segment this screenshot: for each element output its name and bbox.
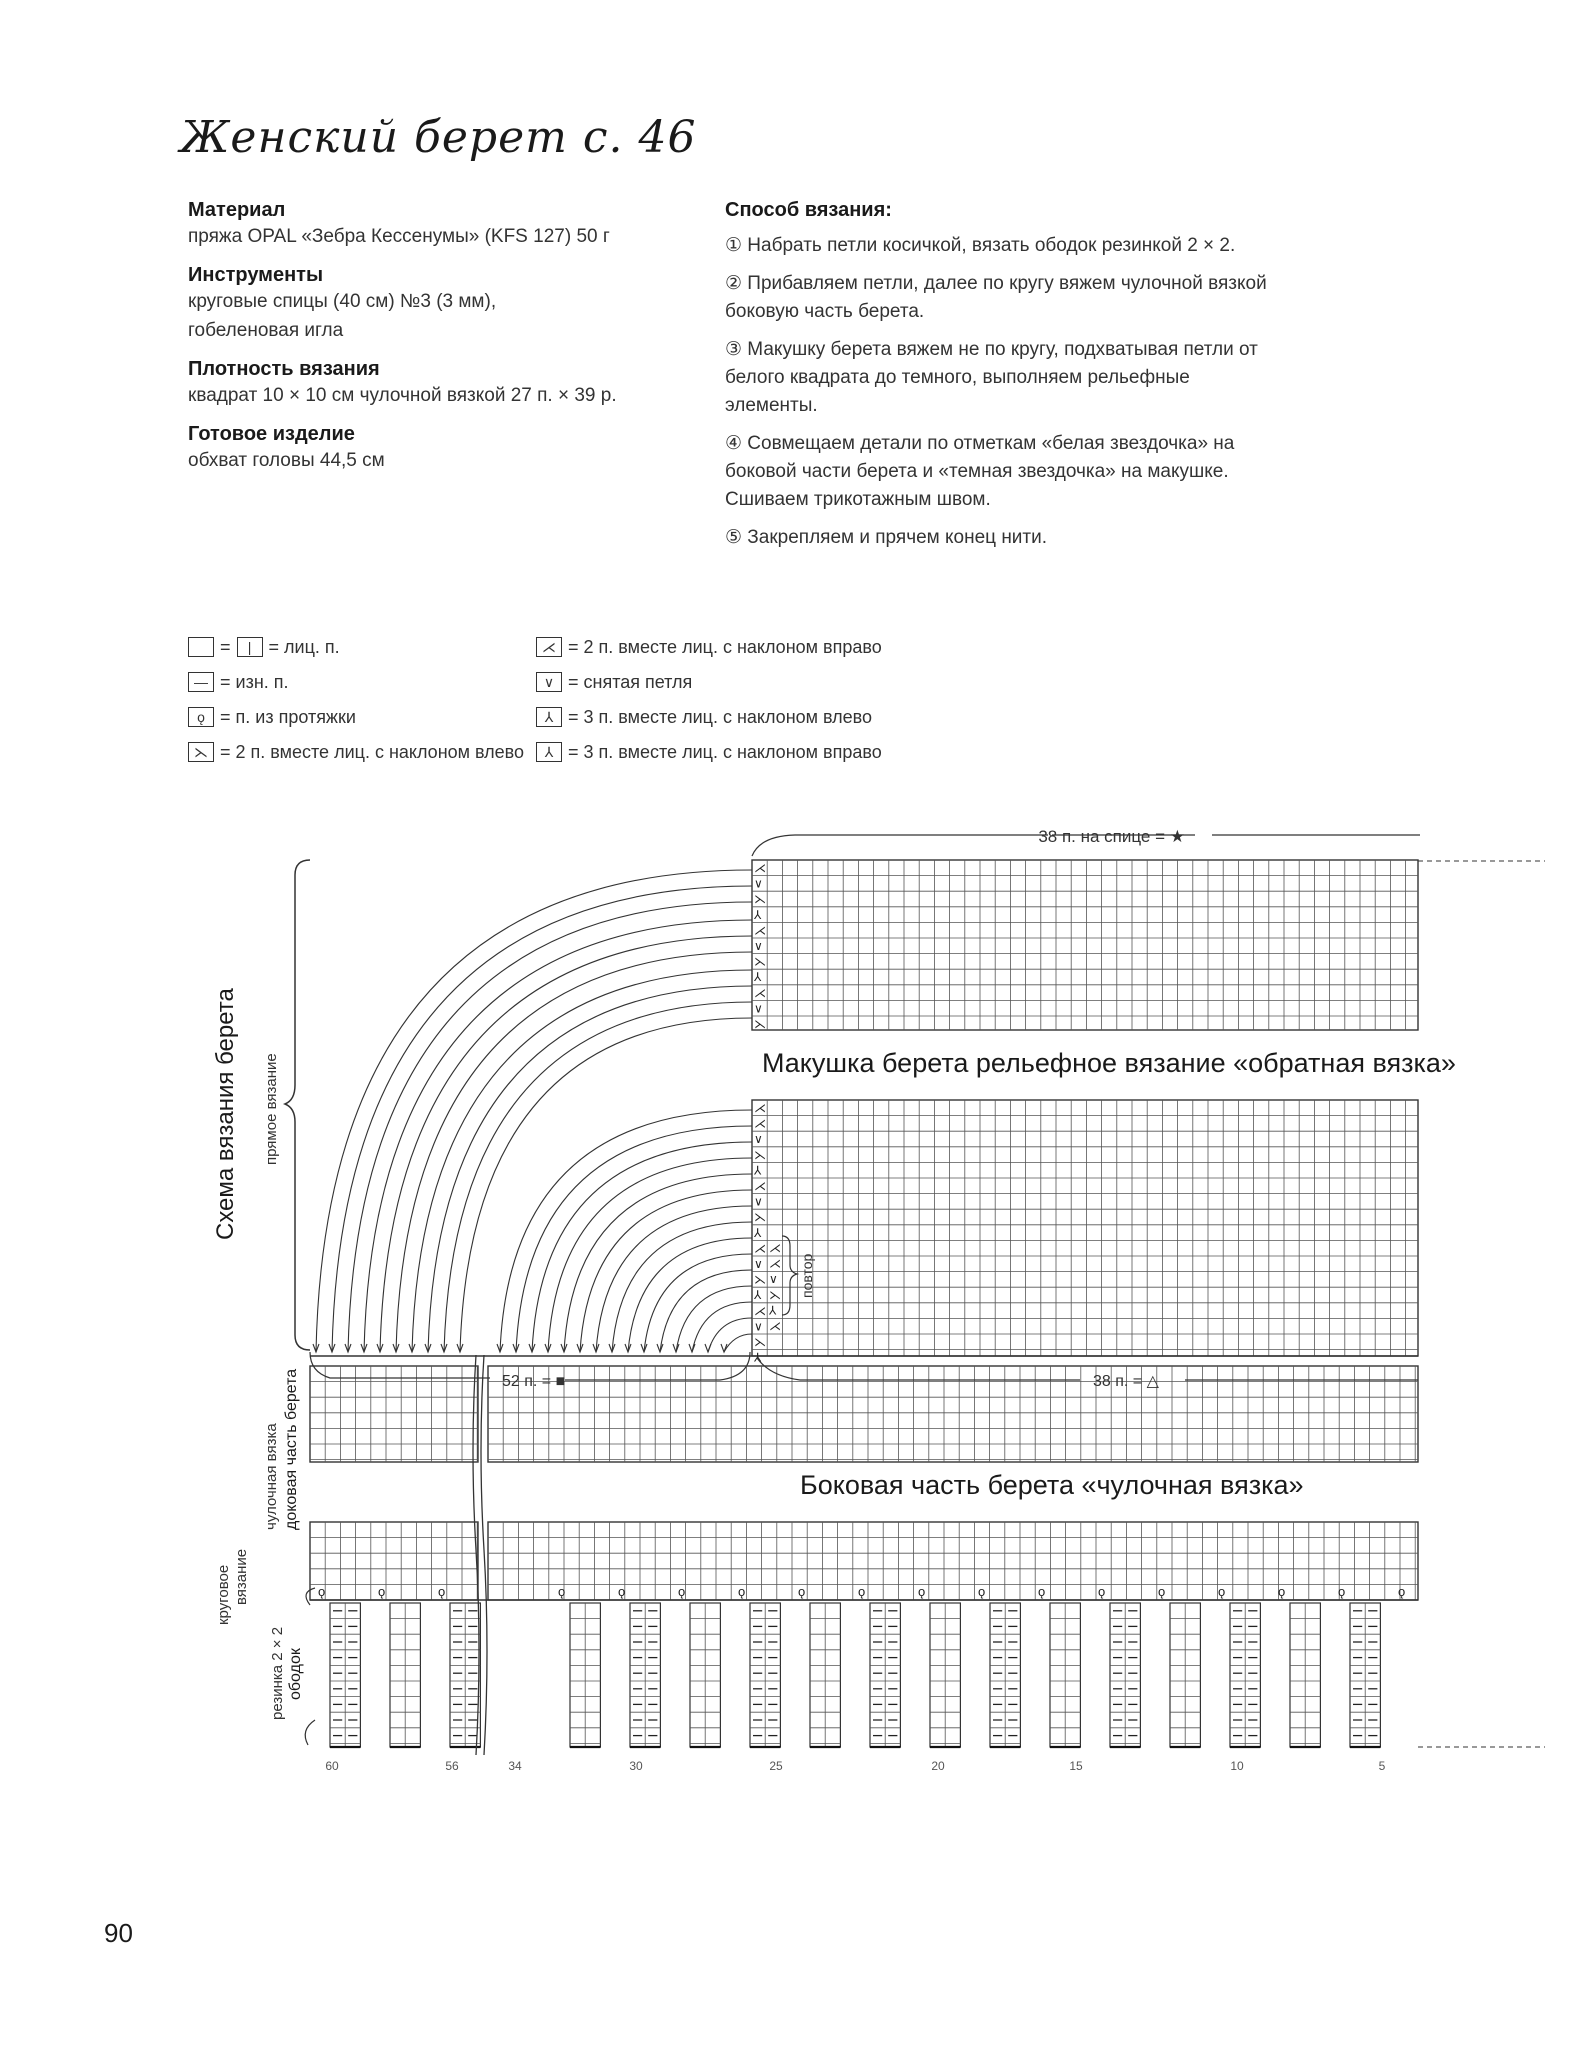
- band-label: ободок: [287, 1648, 304, 1700]
- density-text: квадрат 10 × 10 см чулочной вязкой 27 п. × 39 р.: [188, 385, 617, 406]
- decrease-symbol: ⋌: [754, 861, 766, 875]
- decrease-symbol: ⋌: [754, 1179, 766, 1193]
- top-count-label: 38 п. на спице = ★: [1038, 827, 1185, 846]
- decrease-symbol: ∨: [754, 1194, 763, 1209]
- decrease-symbol: ⋋: [754, 1335, 766, 1349]
- connecting-arc: [460, 1018, 752, 1352]
- page-title: Женский берет с. 46: [180, 112, 697, 163]
- rib-label: резинка 2 × 2: [269, 1626, 286, 1720]
- count-52-label: 52 п. = ■: [502, 1373, 566, 1390]
- step-2: ② Прибавляем петли, далее по кругу вяжем чулочной вязкой боковую часть берета.: [725, 273, 1267, 322]
- decrease-symbol: ⅄: [754, 1350, 762, 1365]
- x-tick-label: 25: [769, 1759, 783, 1773]
- rib-band: [310, 1584, 1418, 1747]
- x-tick-label: 20: [931, 1759, 945, 1773]
- chart-texts: [212, 827, 1456, 1720]
- crown-upper-grid: [752, 860, 1418, 1030]
- side-upper-left-grid: [310, 1366, 478, 1462]
- decrease-symbol: ∨: [754, 1001, 763, 1016]
- legend-k3tog-left: ⅄ = 3 п. вместе лиц. с наклоном влево: [536, 704, 872, 730]
- round-knitting-label-2: вязание: [233, 1548, 250, 1605]
- legend-k2tog-left: ⋋ = 2 п. вместе лиц. с наклоном влево: [188, 739, 524, 765]
- decrease-symbol: ⋋: [754, 892, 766, 907]
- x-tick-label: 15: [1069, 1759, 1083, 1773]
- decrease-symbol: ⅄: [754, 970, 762, 985]
- step-3: ③ Макушку берета вяжем не по кругу, подхватывая петли от белого квадрата до темного, выполняем рельефные элементы.: [725, 339, 1258, 416]
- legend-knit: = | = лиц. п.: [188, 634, 340, 660]
- x-tick-label: 5: [1378, 1759, 1386, 1773]
- decrease-symbol: ∨: [754, 876, 763, 891]
- make1-mark: ǫ: [438, 1584, 446, 1599]
- decrease-symbol: ⋋: [754, 954, 766, 969]
- x-tick-label: 60: [325, 1759, 339, 1773]
- step-4: ④ Совмещаем детали по отметкам «белая звездочка» на боковой части берета и «темная звездочка» на макушке. Сшиваем трикотажным швом.: [725, 433, 1235, 510]
- decrease-symbol: ⋌: [754, 1303, 766, 1318]
- repeat-label: повтор: [799, 1253, 815, 1298]
- crown-upper-grid-frame: [752, 860, 1418, 1030]
- make1-mark: ǫ: [1398, 1584, 1406, 1599]
- side-part-label: доковая часть берета: [283, 1368, 300, 1530]
- tools-text-1: круговые спицы (40 см) №3 (3 мм),: [188, 291, 497, 312]
- make1-mark: ǫ: [858, 1584, 866, 1599]
- decrease-symbol: ⋌: [754, 1116, 766, 1131]
- decrease-symbol: ⋋: [754, 1210, 766, 1225]
- connecting-arc: [660, 1270, 752, 1352]
- chart-arcs: [313, 870, 752, 1352]
- knit-symbol-icon: |: [237, 637, 263, 657]
- x-axis-ticks: [325, 1759, 1385, 1773]
- x-tick-label: 34: [508, 1759, 522, 1773]
- tools-text-2: гобеленовая игла: [188, 320, 344, 341]
- step-5: ⑤ Закрепляем и прячем конец нити.: [725, 527, 1048, 548]
- arc-arrowhead: [673, 1344, 679, 1352]
- decrease-symbol: ⅄: [754, 907, 762, 922]
- decrease-symbol: ∨: [754, 939, 763, 953]
- decrease-symbol: ⋋: [769, 1287, 781, 1302]
- connecting-arc: [564, 1174, 752, 1352]
- decrease-symbol: ⋌: [754, 1101, 766, 1115]
- make1-mark: ǫ: [738, 1584, 746, 1599]
- decrease-symbol: ⋌: [754, 1241, 766, 1256]
- make1-symbol-icon: ǫ: [188, 707, 214, 727]
- connecting-arc: [500, 1110, 752, 1352]
- decrease-symbol: ⋋: [754, 1017, 766, 1031]
- make1-mark: ǫ: [978, 1584, 986, 1599]
- decrease-symbol: ⅄: [754, 1163, 762, 1178]
- make1-mark: ǫ: [1278, 1584, 1286, 1599]
- legend-slipped: ∨ = снятая петля: [536, 669, 692, 695]
- make1-mark: ǫ: [918, 1584, 926, 1599]
- make1-mark: ǫ: [558, 1584, 566, 1599]
- decrease-symbol: ⅄: [754, 1225, 762, 1240]
- side-lower-left-grid-frame: [310, 1522, 478, 1600]
- make1-mark: ǫ: [378, 1584, 386, 1599]
- crown-lower-grid: [752, 1100, 1418, 1356]
- decrease-symbol: ⋋: [754, 1272, 766, 1287]
- x-tick-label: 30: [629, 1759, 643, 1773]
- decrease-symbol: ⋋: [754, 1147, 766, 1162]
- make1-mark: ǫ: [1218, 1584, 1226, 1599]
- legend-purl: — = изн. п.: [188, 669, 289, 695]
- chart-lines: [285, 835, 1545, 1755]
- connecting-arc: [580, 1190, 752, 1352]
- material-text: пряжа OPAL «Зебра Кессенумы» (KFS 127) 50 г: [188, 226, 610, 247]
- legend-make1: ǫ = п. из протяжки: [188, 704, 356, 730]
- k2tog-right-icon: ⋌: [536, 637, 562, 657]
- x-tick-label: 10: [1230, 1759, 1244, 1773]
- decrease-symbol: ⋌: [754, 985, 766, 1000]
- connecting-arc: [612, 1222, 752, 1352]
- crown-section-title: Макушка берета рельефное вязание «обратная вязка»: [762, 1048, 1456, 1078]
- connecting-arc: [724, 1334, 752, 1352]
- decrease-symbol: ⋌: [769, 1256, 781, 1271]
- connecting-arc: [596, 1206, 752, 1352]
- decrease-symbol: ∨: [754, 1257, 763, 1271]
- make1-mark: ǫ: [798, 1584, 806, 1599]
- material-heading: Материал: [188, 199, 286, 221]
- arc-arrowhead: [689, 1344, 695, 1352]
- connecting-arc: [380, 936, 752, 1352]
- make1-mark: ǫ: [1338, 1584, 1346, 1599]
- page-number: 90: [104, 1918, 133, 1948]
- x-tick-label: 56: [445, 1759, 459, 1773]
- crown-lower-grid-frame: [752, 1100, 1418, 1356]
- tools-heading: Инструменты: [188, 264, 324, 286]
- finished-heading: Готовое изделие: [188, 423, 355, 445]
- decrease-symbol: ⋌: [769, 1319, 781, 1333]
- connecting-arc: [692, 1302, 752, 1352]
- straight-knitting-label: прямое вязание: [263, 1053, 280, 1165]
- arc-arrowhead: [705, 1344, 711, 1352]
- method-heading: Способ вязания:: [725, 199, 892, 221]
- make1-mark: ǫ: [1038, 1584, 1046, 1599]
- decrease-symbol: ∨: [769, 1272, 778, 1287]
- side-section-title: Боковая часть берета «чулочная вязка»: [800, 1470, 1304, 1500]
- k2tog-left-icon: ⋋: [188, 742, 214, 762]
- decrease-symbol: ⋌: [769, 1241, 781, 1255]
- make1-mark: ǫ: [318, 1584, 326, 1599]
- decrease-symbol: ⅄: [769, 1303, 777, 1318]
- decrease-symbol: ∨: [754, 1132, 763, 1147]
- side-lower-left-grid: [310, 1522, 478, 1600]
- density-heading: Плотность вязания: [188, 358, 380, 380]
- connecting-arc: [348, 902, 752, 1352]
- connecting-arc: [316, 870, 752, 1352]
- purl-symbol-icon: —: [188, 672, 214, 692]
- make1-mark: ǫ: [1098, 1584, 1106, 1599]
- k3tog-right-icon: ⅄: [536, 742, 562, 762]
- decrease-symbol: ∨: [754, 1319, 763, 1334]
- finished-text: обхват головы 44,5 см: [188, 450, 385, 471]
- chart-vertical-title: Схема вязания берета: [212, 988, 239, 1240]
- legend-k3tog-right: ⅄ = 3 п. вместе лиц. с наклоном вправо: [536, 739, 882, 765]
- side-upper-left-grid-frame: [310, 1366, 478, 1462]
- make1-mark: ǫ: [1158, 1584, 1166, 1599]
- stockinette-label: чулочная вязка: [263, 1423, 280, 1530]
- slipped-stitch-icon: ∨: [536, 672, 562, 692]
- step-1: ① Набрать петли косичкой, вязать ободок резинкой 2 × 2.: [725, 235, 1236, 256]
- make1-mark: ǫ: [618, 1584, 626, 1599]
- chart-grids: [310, 860, 1418, 1747]
- k3tog-left-icon: ⅄: [536, 707, 562, 727]
- make1-mark: ǫ: [678, 1584, 686, 1599]
- legend-k2tog-right: ⋌ = 2 п. вместе лиц. с наклоном вправо: [536, 634, 882, 660]
- decrease-symbol: ⅄: [754, 1288, 762, 1303]
- count-38-label: 38 п. = △: [1093, 1373, 1159, 1390]
- decrease-symbol: ⋌: [754, 923, 766, 938]
- round-knitting-label-1: круговое: [215, 1564, 232, 1625]
